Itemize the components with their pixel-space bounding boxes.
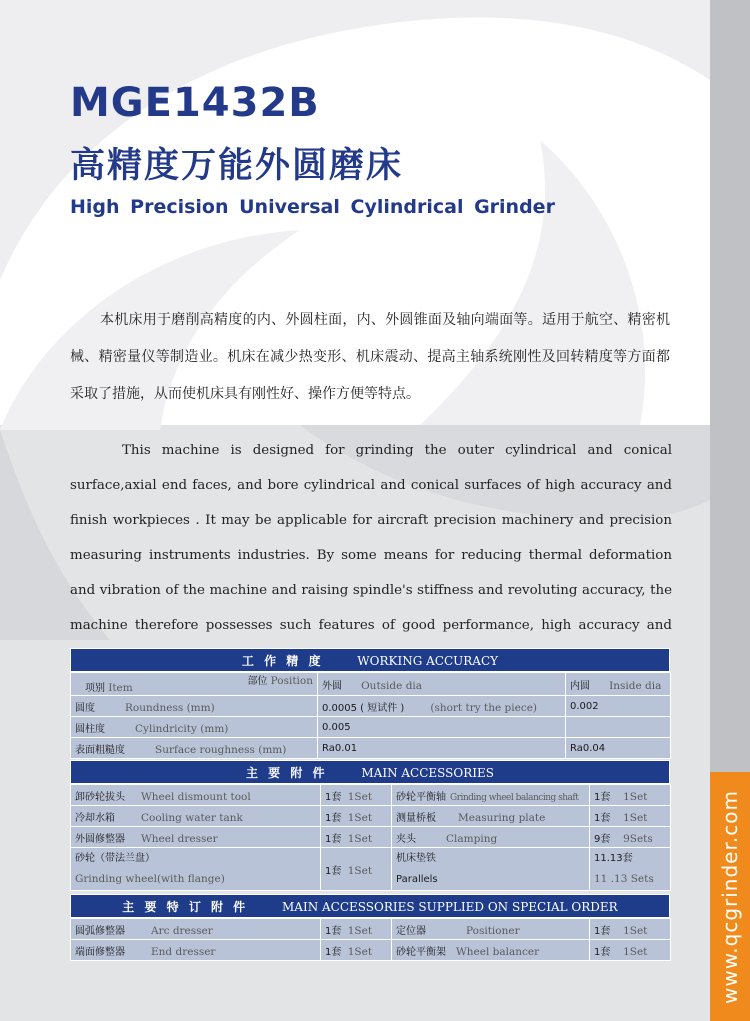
title-english: High Precision Universal Cylindrical Grinder: [70, 196, 555, 218]
table-row: 外圆修整器 Wheel dresser 1套 1Set 夹头 Clamping 9套 9Sets: [71, 827, 671, 848]
table-row: 卸砂轮拔头 Wheel dismount tool 1套 1Set 砂轮平衡轴 Grinding wheel balancing shaft 1套 1Set: [71, 785, 671, 806]
description-english: This machine is designed for grinding the outer cylindrical and conical surface,axial end faces, and bore cylindrical and conical surfaces of high accuracy and finish workpieces . It may be applicable for aircraft precision machinery and precision measuring instruments industries. By some means for reducing thermal deformation and vibration of the machine and raising spindle's stiffness and revoluting accuracy, the machine therefore possesses such features of good performance, high accuracy and: [70, 443, 672, 633]
working-accuracy-header: [70, 648, 670, 672]
table-row: 砂轮（带法兰盘） Grinding wheel(with flange) 1套 1Set 机床垫铁 Parallels 11.13套 11 .13 Sets: [71, 848, 671, 891]
model-number: MGE1432B: [70, 80, 320, 126]
main-accessories-title-en: MAIN ACCESSORIES: [361, 766, 494, 780]
special-order-header: [70, 894, 670, 918]
description-chinese: 本机床用于磨削高精度的内、外圆柱面，内、外圆锥面及轴向端面等。适用于航空、精密机械、精密量仪等制造业。机床在减少热变形、机床震动、提高主轴系统刚性及回转精度等方面都采取了措施，从而使机床具有刚性好、操作方便等特点。: [70, 312, 670, 402]
table-row: 表面粗糙度 Surface roughness (mm) Ra0.01 Ra0.04: [71, 738, 671, 759]
table-row: 端面修整器 End dresser 1套 1Set 砂轮平衡架 Wheel balancer 1套 1Set: [71, 940, 671, 961]
main-accessories-title-cn: 主 要 附 件: [246, 766, 328, 780]
special-order-title-cn: 主 要 特 订 附 件: [122, 900, 249, 914]
main-accessories-table: [70, 760, 670, 891]
website-tab: [710, 772, 750, 1021]
title-chinese: 高精度万能外圆磨床: [70, 146, 404, 186]
table-row: 圆度 Roundness (mm) 0.0005 ( 短试件 ) (short try the piece) 0.002: [71, 696, 671, 717]
table-header-row: [71, 673, 671, 696]
website-url: www.qcgrinder.com: [718, 789, 742, 1004]
working-accuracy-title-en: WORKING ACCURACY: [357, 654, 499, 668]
working-accuracy-title-cn: 工 作 精 度: [241, 654, 324, 668]
item-position-cell: 部位 Position 项别 Item: [71, 673, 318, 696]
working-accuracy-table: [70, 648, 670, 759]
special-order-title-en: MAIN ACCESSORIES SUPPLIED ON SPECIAL ORDER: [282, 900, 618, 914]
table-row: 冷却水箱 Cooling water tank 1套 1Set 测量桥板 Measuring plate 1套 1Set: [71, 806, 671, 827]
table-row: 圆柱度 Cylindricity (mm) 0.005: [71, 717, 671, 738]
inside-dia-header: 内圆 Inside dia: [566, 673, 671, 696]
special-order-table: [70, 894, 670, 961]
table-row: 圆弧修整器 Arc dresser 1套 1Set 定位器 Positioner 1套 1Set: [71, 919, 671, 940]
main-accessories-header: [70, 760, 670, 784]
outside-dia-header: 外圆 Outside dia: [318, 673, 566, 696]
